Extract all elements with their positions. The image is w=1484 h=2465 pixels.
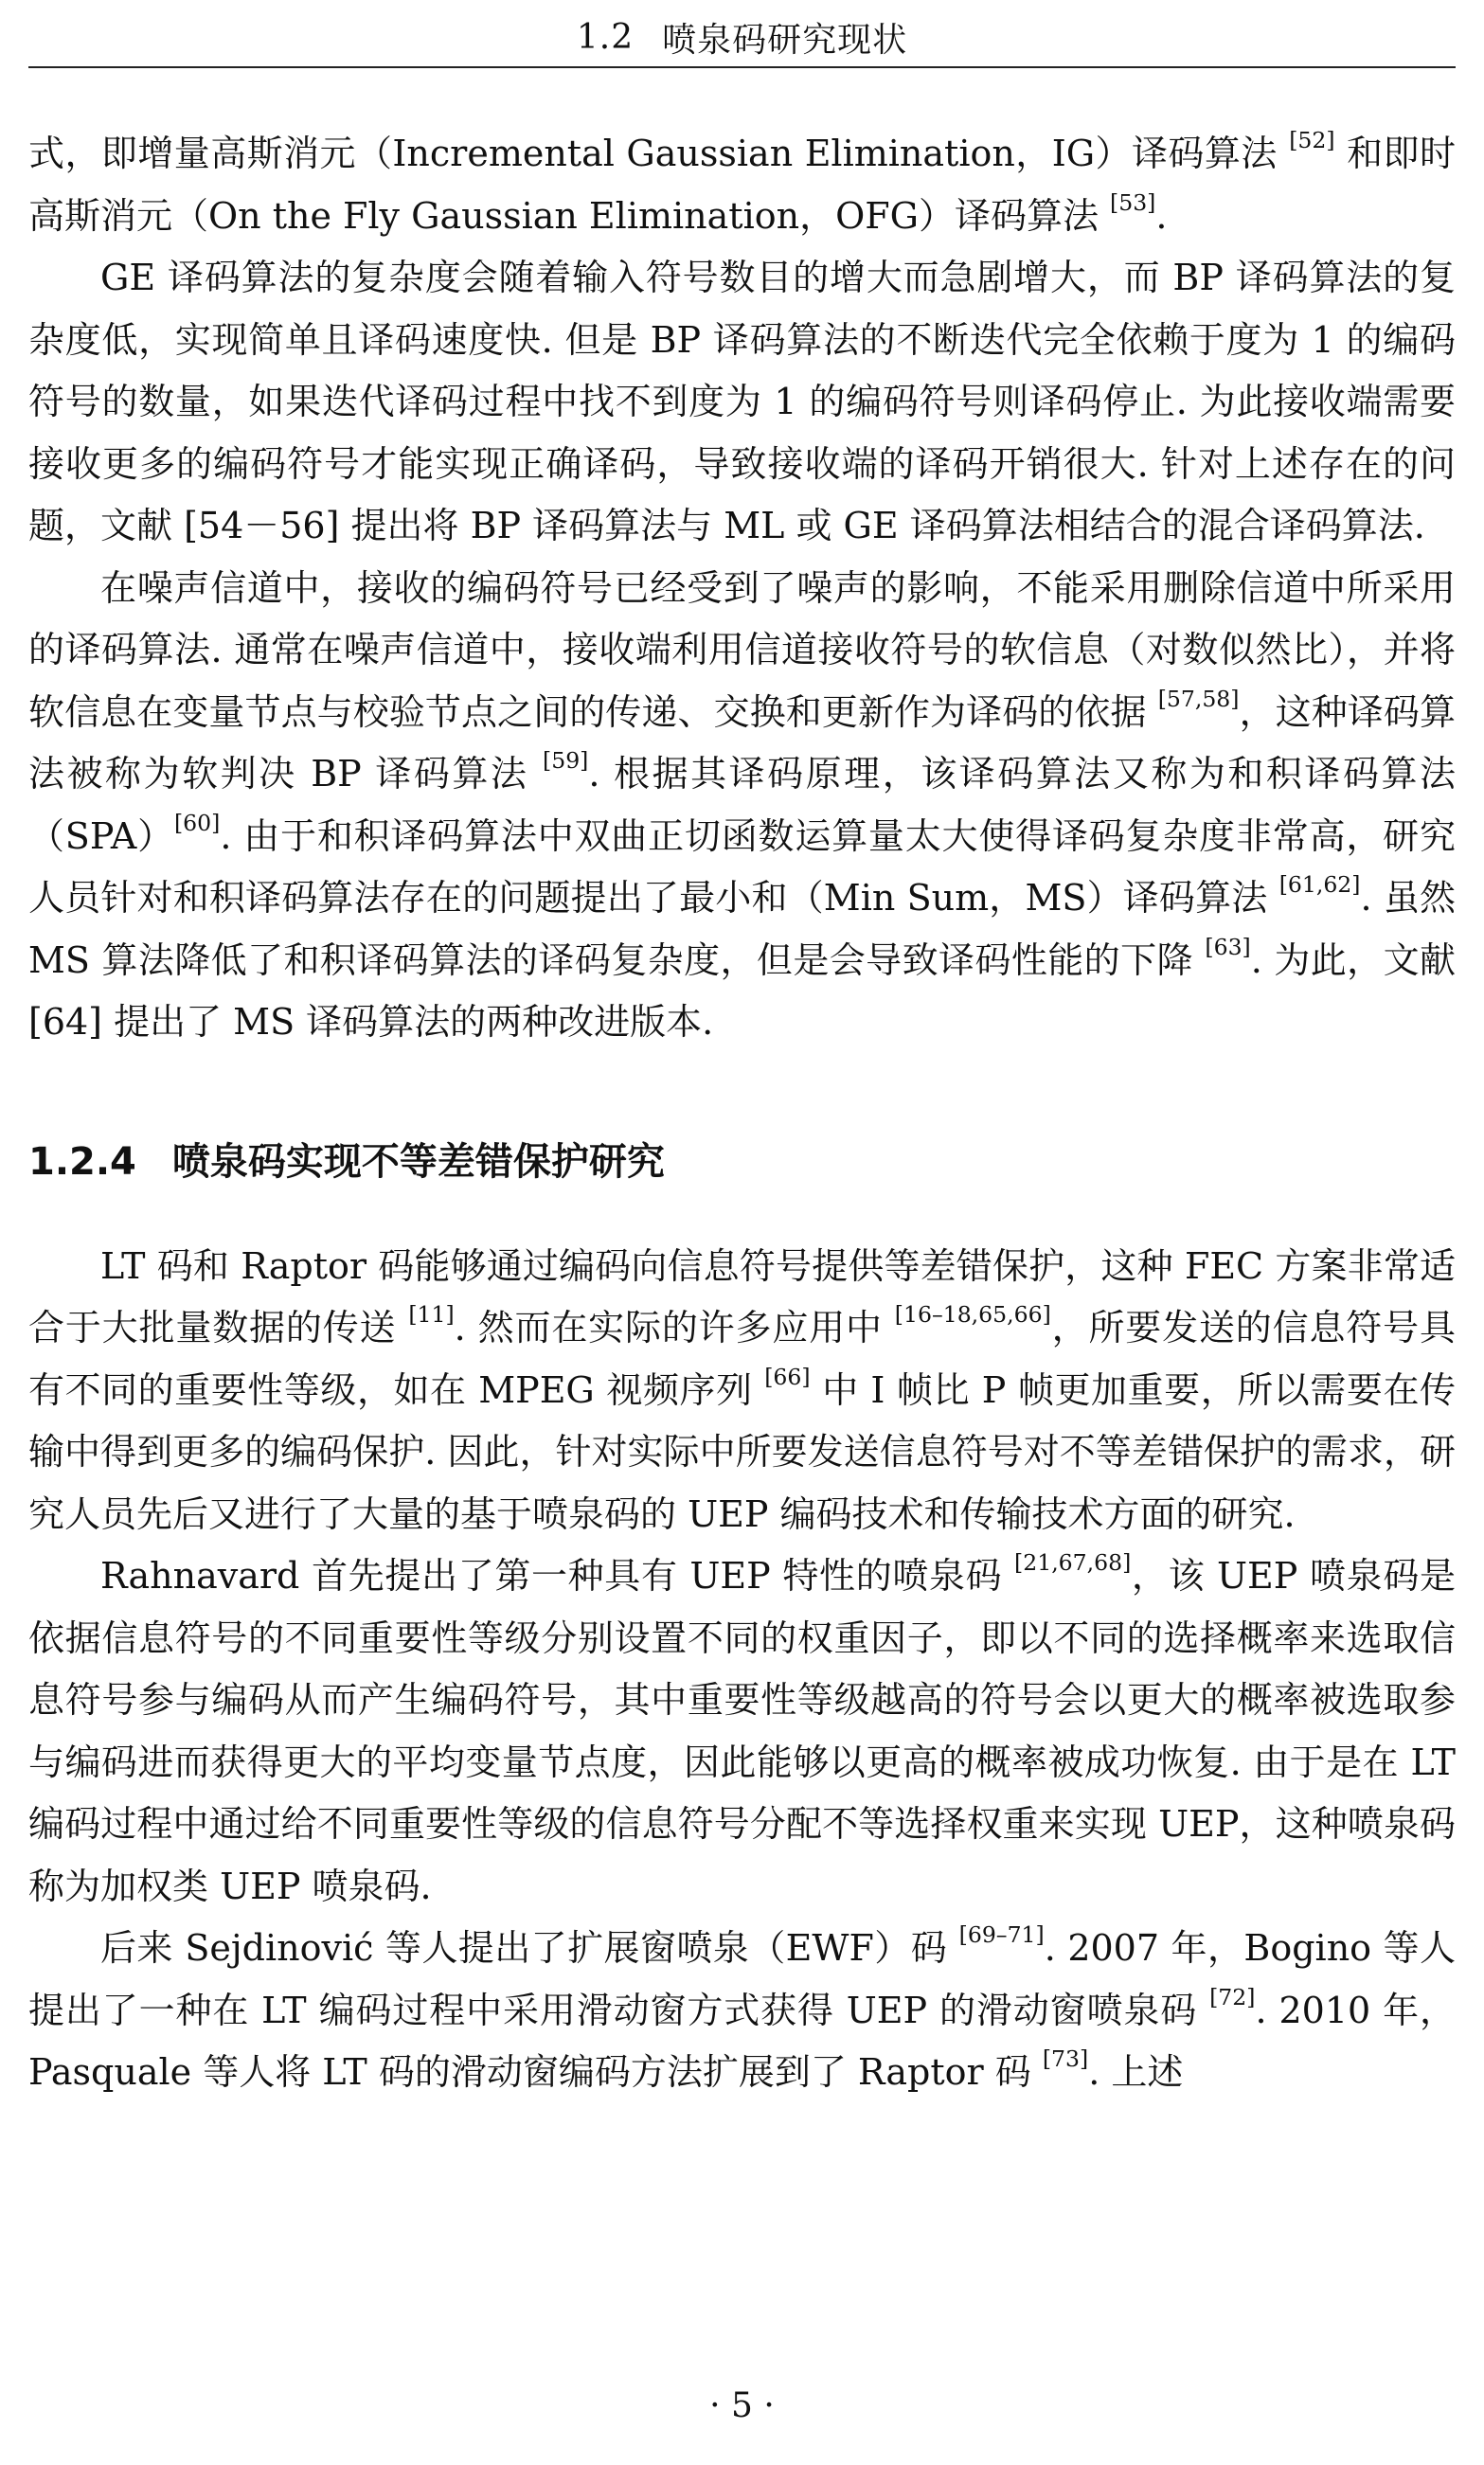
paragraph-group-bottom bbox=[28, 1236, 1456, 2104]
paragraph-text: ，该 UEP 喷泉码是依据信息符号的不同重要性等级分别设置不同的权重因子，即以不同的选择概率来选取信息符号参与编码从而产生编码符号，其中重要性等级越高的符号会以更大的概率被选取参与编码进而获得更大的平均变量节点度，因此能够以更高的概率被成功恢复. 由于是在 LT 编码过程中通过给不同重要性等级的信息符号分配不等选择权重来实现 UEP，这种喷泉码称为加权类 UEP 喷泉码. bbox=[28, 1555, 1456, 1907]
citation-superscript: [69–71] bbox=[958, 1921, 1045, 1949]
paragraph-text: . 根据其译码原理，该译码算法又称为和积译码算法（SPA） bbox=[28, 753, 1456, 857]
page-number: · 5 · bbox=[709, 2386, 775, 2425]
paragraph-text: 中 I 帧比 P 帧更加重要，所以需要在传输中得到更多的编码保护. 因此，针对实际中所要发送信息符号对不等差错保护的需求，研究人员先后又进行了大量的基于喷泉码的 UEP 编码技术和传输技术方面的研究. bbox=[28, 1368, 1456, 1535]
paragraph-text: 在噪声信道中，接收的编码符号已经受到了噪声的影响，不能采用删除信道中所采用的译码算法. 通常在噪声信道中，接收端利用信道接收符号的软信息（对数似然比），并将软信息在变量节点与校验节点之间的传递、交换和更新作为译码的依据 bbox=[28, 566, 1456, 733]
citation-superscript: [66] bbox=[764, 1363, 811, 1390]
paragraph-text: GE 译码算法的复杂度会随着输入符号数目的增大而急剧增大，而 BP 译码算法的复杂度低，实现简单且译码速度快. 但是 BP 译码算法的不断迭代完全依赖于度为 1 的编码符号的数量，如果迭代译码过程中找不到度为 1 的编码符号则译码停止. 为此接收端需要接收更多的编码符号才能实现正确译码，导致接收端的译码开销很大. 针对上述存在的问题，文献 [54－56] 提出将 BP 译码算法与 ML 或 GE 译码算法相结合的混合译码算法. bbox=[28, 257, 1456, 546]
paragraph bbox=[28, 123, 1456, 247]
citation-superscript: [53] bbox=[1110, 188, 1156, 216]
paragraph-text: Rahnavard 首先提出了第一种具有 UEP 特性的喷泉码 bbox=[100, 1555, 1015, 1597]
paragraph-group-top bbox=[28, 123, 1456, 1054]
section-number: 1.2.4 bbox=[28, 1139, 136, 1184]
paragraph-text: 式，即增量高斯消元（Incremental Gaussian Elimination，IG）译码算法 bbox=[28, 133, 1290, 174]
citation-superscript: [72] bbox=[1209, 1983, 1256, 2010]
citation-superscript: [52] bbox=[1289, 127, 1335, 154]
paragraph bbox=[28, 1918, 1456, 2104]
section-title: 喷泉码实现不等差错保护研究 bbox=[171, 1139, 665, 1184]
citation-superscript: [57,58] bbox=[1157, 685, 1240, 712]
paragraph-text: 和即时高斯消元（On the Fly Gaussian Elimination，OFG）译码算法 bbox=[28, 133, 1456, 237]
citation-superscript: [59] bbox=[543, 747, 589, 775]
citation-superscript: [60] bbox=[173, 809, 221, 836]
citation-superscript: [11] bbox=[408, 1301, 455, 1329]
citation-superscript: [73] bbox=[1042, 2045, 1089, 2073]
paragraph-text: . bbox=[1155, 194, 1168, 237]
section-heading bbox=[28, 1134, 1456, 1190]
paragraph-text: . 虽然 MS 算法降低了和积译码算法的译码复杂度，但是会导致译码性能的下降 bbox=[28, 877, 1456, 981]
paragraph-text: 后来 Sejdinović 等人提出了扩展窗喷泉（EWF）码 bbox=[100, 1927, 959, 1969]
paragraph-text: ，所要发送的信息符号具有不同的重要性等级，如在 MPEG 视频序列 bbox=[28, 1307, 1456, 1411]
paragraph-text: . 上述 bbox=[1088, 2051, 1184, 2093]
citation-superscript: [63] bbox=[1205, 933, 1251, 960]
paragraph-text: ，这种译码算法被称为软判决 BP 译码算法 bbox=[28, 690, 1456, 795]
paragraph bbox=[28, 1545, 1456, 1918]
paragraph-text: . 2007 年，Bogino 等人提出了一种在 LT 编码过程中采用滑动窗方式获得 UEP 的滑动窗喷泉码 bbox=[28, 1927, 1456, 2031]
paragraph bbox=[28, 558, 1456, 1054]
paragraph-text: . 然而在实际的许多应用中 bbox=[454, 1307, 895, 1349]
header-section-number: 1.2 bbox=[576, 17, 635, 57]
paragraph-text: LT 码和 Raptor 码能够通过编码向信息符号提供等差错保护，这种 FEC 方案非常适合于大批量数据的传送 bbox=[28, 1244, 1456, 1349]
citation-superscript: [21,67,68] bbox=[1014, 1549, 1132, 1577]
paragraph bbox=[28, 1236, 1456, 1546]
paragraph-text: . 由于和积译码算法中双曲正切函数运算量太大使得译码复杂度非常高，研究人员针对和积译码算法存在的问题提出了最小和（Min Sum，MS）译码算法 bbox=[28, 814, 1456, 919]
paragraph-text: . 为此，文献 [64] 提出了 MS 译码算法的两种改进版本. bbox=[28, 938, 1456, 1043]
header-section-title: 喷泉码研究现状 bbox=[662, 20, 908, 60]
paragraph-text: . 2010 年，Pasquale 等人将 LT 码的滑动窗编码方法扩展到了 Raptor 码 bbox=[28, 1989, 1456, 2093]
page-body bbox=[28, 123, 1456, 2104]
citation-superscript: [61,62] bbox=[1278, 871, 1361, 899]
citation-superscript: [16–18,65,66] bbox=[894, 1301, 1051, 1329]
paragraph bbox=[28, 247, 1456, 558]
running-header bbox=[28, 8, 1456, 68]
